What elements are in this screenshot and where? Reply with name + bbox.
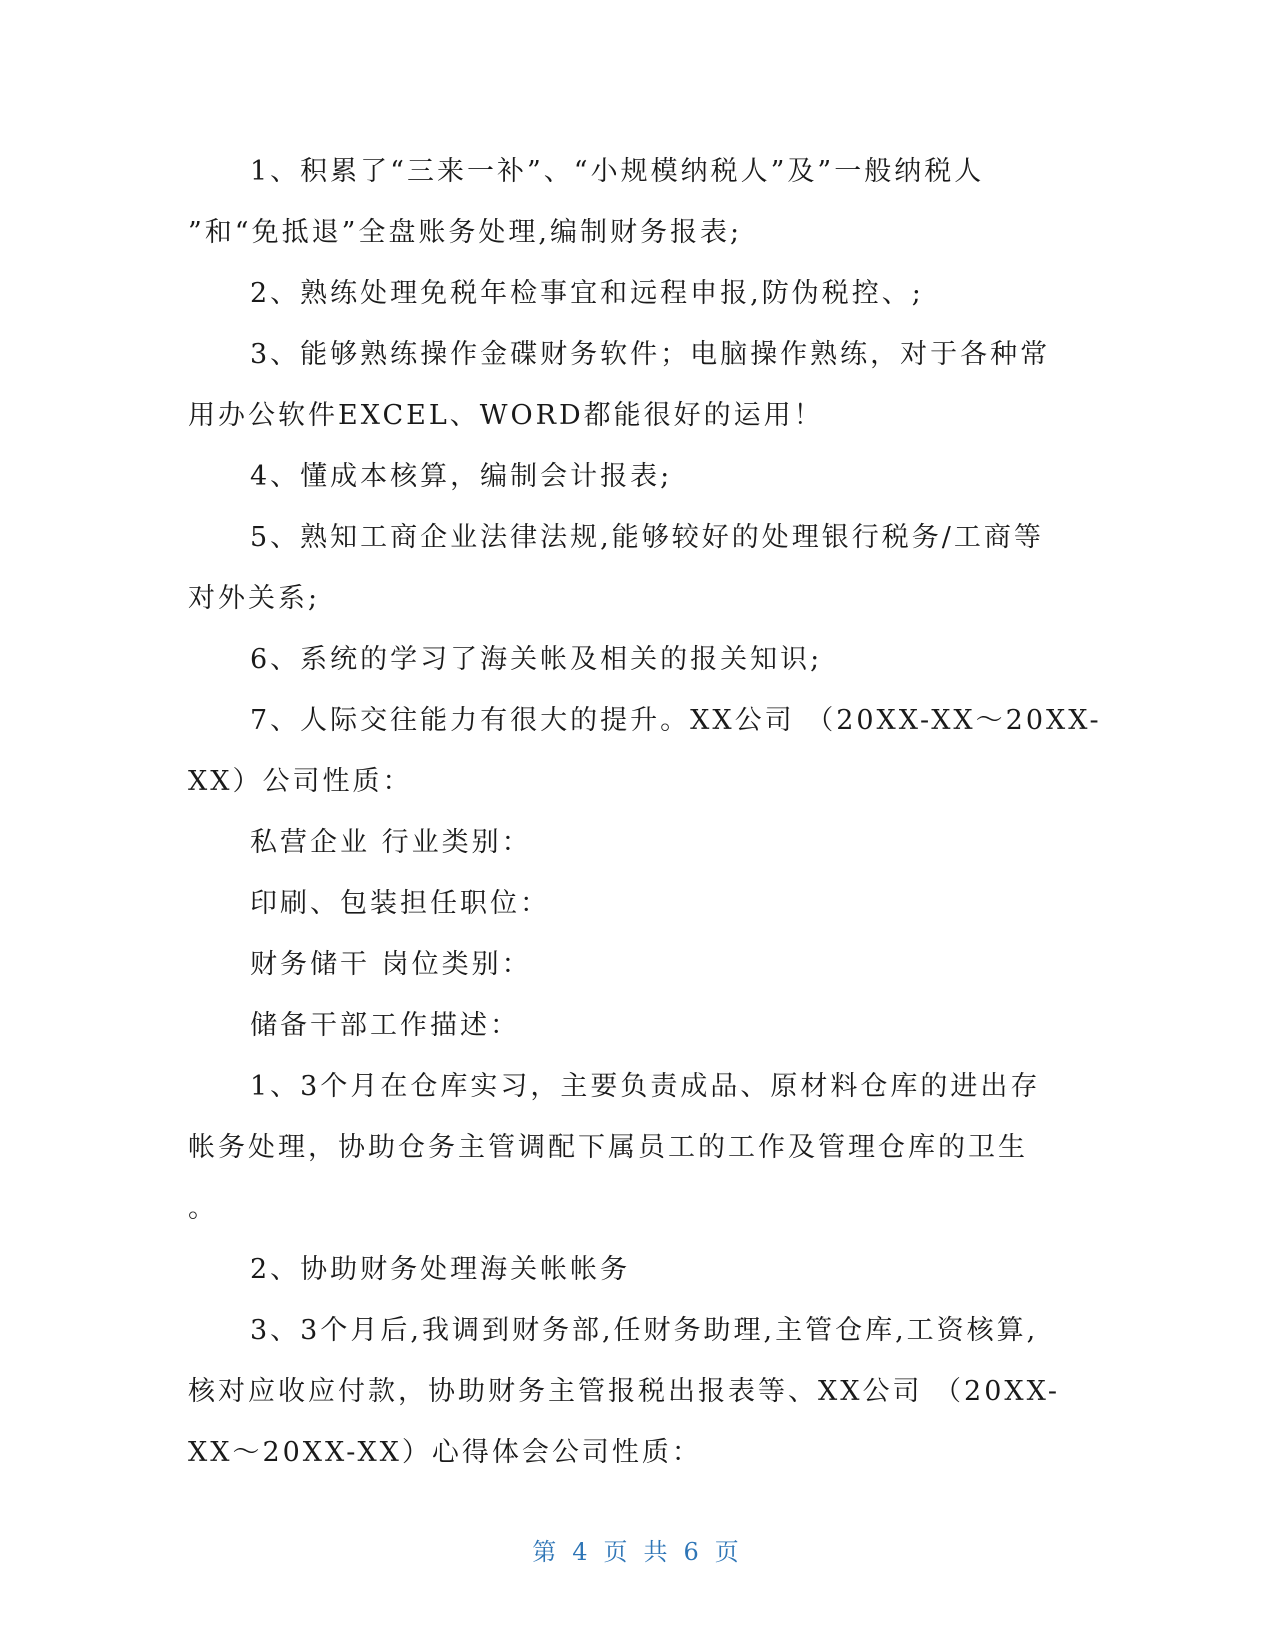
text-line: 印刷、包装担任职位： (250, 888, 550, 919)
footer-prefix: 第 (532, 1538, 561, 1566)
text-line: XX）公司性质： (188, 766, 413, 797)
footer-total-word: 共 (643, 1538, 672, 1566)
text-line: 对外关系; (188, 583, 321, 614)
text-line: 财务储干 岗位类别： (250, 949, 532, 980)
text-line: 1、3个月在仓库实习，主要负责成品、原材料仓库的进出存 (250, 1071, 1041, 1102)
text-line: 核对应收应付款，协助财务主管报税出报表等、XX公司 （20XX- (188, 1376, 1060, 1407)
text-line: 7、人际交往能力有很大的提升。XX公司 （20XX-XX～20XX- (250, 705, 1102, 736)
text-line: 3、能够熟练操作金碟财务软件；电脑操作熟练，对于各种常 (250, 339, 1051, 370)
footer-suffix: 页 (714, 1538, 743, 1566)
text-line: 4、懂成本核算，编制会计报表; (250, 461, 673, 492)
footer-total-pages: 6 (683, 1538, 703, 1566)
text-line: 2、协助财务处理海关帐帐务 (250, 1254, 631, 1285)
text-line: 1、积累了“三来一补”、“小规模纳税人”及”一般纳税人 (250, 156, 985, 187)
text-line: 私营企业 行业类别： (250, 827, 532, 858)
text-line: 3、3个月后,我调到财务部,任财务助理,主管仓库,工资核算, (250, 1315, 1039, 1346)
text-line: 储备干部工作描述： (250, 1010, 520, 1041)
text-line: XX～20XX-XX）心得体会公司性质： (188, 1437, 702, 1468)
footer-page-word: 页 (603, 1538, 632, 1566)
footer-current-page: 4 (572, 1538, 592, 1566)
text-line: ”和“免抵退”全盘账务处理,编制财务报表; (188, 217, 743, 248)
text-line: 用办公软件EXCEL、WORD都能很好的运用！ (188, 400, 824, 431)
text-line: 5、熟知工商企业法律法规,能够较好的处理银行税务/工商等 (250, 522, 1044, 553)
text-line: 。 (188, 1193, 218, 1224)
page-footer (0, 1532, 1275, 1567)
document-body (188, 141, 1102, 1483)
text-line: 帐务处理，协助仓务主管调配下属员工的工作及管理仓库的卫生 (188, 1132, 1028, 1163)
text-line: 2、熟练处理免税年检事宜和远程申报,防伪税控、; (250, 278, 924, 309)
text-line: 6、系统的学习了海关帐及相关的报关知识; (250, 644, 823, 675)
